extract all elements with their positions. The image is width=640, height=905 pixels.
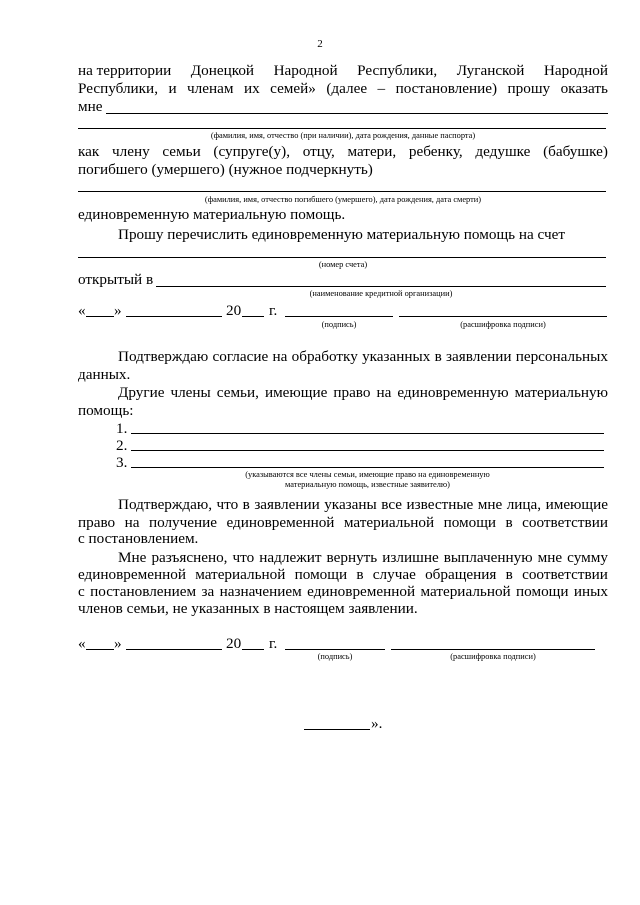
relation-line-1 — [78, 143, 608, 160]
word: обращения — [425, 566, 497, 583]
member-item-3-number: 3. — [116, 454, 128, 471]
member-line-2[interactable] — [131, 450, 604, 451]
word: члены — [170, 384, 211, 401]
month-line-2[interactable] — [126, 649, 222, 650]
caption-decoding-2: (расшифровка подписи) — [450, 652, 536, 661]
decoding-line-1[interactable] — [399, 316, 607, 317]
year-prefix-2: 20 — [226, 635, 242, 652]
word: назначением — [219, 583, 302, 600]
word: (далее — [326, 80, 368, 97]
signature-line-1[interactable] — [285, 316, 393, 317]
confirm-line-2 — [78, 514, 608, 531]
applicant-field-line-2[interactable] — [78, 128, 606, 129]
word: как — [78, 143, 100, 160]
word: мне — [537, 549, 563, 566]
day-line-1[interactable] — [86, 316, 114, 317]
explained-line-1 — [118, 549, 608, 566]
footer-end: ». — [371, 715, 383, 732]
decoding-line-2[interactable] — [391, 649, 595, 650]
word: Народной — [273, 62, 338, 79]
word: соответствии — [522, 514, 608, 531]
word: случае — [372, 566, 416, 583]
month-line-1[interactable] — [126, 316, 222, 317]
word: материальной — [420, 583, 511, 600]
word: (супруге(у), — [213, 143, 291, 160]
word: прошу — [507, 80, 551, 97]
member-line-3[interactable] — [131, 467, 604, 468]
word: разъяснено, — [151, 549, 228, 566]
word: за — [201, 583, 215, 600]
confirm-line-3: с постановлением. — [78, 530, 199, 547]
word: на — [376, 384, 392, 401]
word: имеющие — [264, 384, 328, 401]
word: Луганской — [456, 62, 525, 79]
account-number-line[interactable] — [78, 257, 606, 258]
date-open-quote-1: « — [78, 302, 86, 319]
consent-line-2: данных. — [78, 366, 131, 383]
caption-account: (номер счета) — [318, 260, 368, 269]
word: единовременную — [397, 384, 509, 401]
word: сумму — [567, 549, 608, 566]
word: помощи — [443, 514, 497, 531]
word: Республики, — [78, 80, 158, 97]
word: с — [78, 583, 85, 600]
word: что — [216, 496, 239, 513]
word: в — [356, 566, 364, 583]
year-suffix-1: г. — [269, 302, 278, 319]
page-number: 2 — [317, 38, 323, 50]
word: материальной — [343, 514, 435, 531]
relation-line-2: погибшего (умершего) (нужное подчеркнуть) — [78, 161, 373, 178]
caption-decoding-1: (расшифровка подписи) — [460, 320, 546, 329]
word: помощи — [516, 583, 569, 600]
applicant-field-line-1[interactable] — [106, 113, 608, 114]
word: надлежит — [259, 549, 322, 566]
signature-line-2[interactable] — [285, 649, 385, 650]
word: Народной — [543, 62, 608, 79]
date-close-quote-2: » — [114, 635, 122, 652]
word: дедушке — [475, 143, 531, 160]
intro-line-3: мне — [78, 98, 103, 115]
word: постановлением — [90, 583, 197, 600]
caption-applicant: (фамилия, имя, отчество (при наличии), дата рождения, данные паспорта) — [210, 131, 476, 140]
caption-bank: (наименование кредитной организации) — [309, 289, 453, 298]
caption-signature-2: (подпись) — [317, 652, 353, 661]
word: материальную — [514, 384, 608, 401]
word: их — [243, 80, 260, 97]
intro-line-2 — [78, 80, 608, 97]
caption-others-2: материальную помощь, известные заявителю) — [285, 480, 450, 489]
word: указаны — [324, 496, 377, 513]
word: заявлении — [446, 348, 512, 365]
word: единовременной — [226, 514, 335, 531]
others-line-2: помощь: — [78, 402, 134, 419]
year-suffix-2: г. — [269, 635, 278, 652]
word: семьи, — [216, 384, 259, 401]
bank-name-line[interactable] — [156, 286, 606, 287]
word: ребенку, — [408, 143, 463, 160]
word: указанных — [362, 348, 431, 365]
day-line-2[interactable] — [86, 649, 114, 650]
caption-others-1: (указываются все члены семьи, имеющие право на единовременную — [245, 470, 490, 479]
word: в — [505, 514, 513, 531]
explained-line-4: членов семьи, не указанных в настоящем заявлении. — [78, 600, 418, 617]
word: члену — [111, 143, 150, 160]
year-prefix-1: 20 — [226, 302, 242, 319]
word: получение — [148, 514, 218, 531]
word: согласие — [212, 348, 269, 365]
word: матери, — [347, 143, 397, 160]
word: – — [377, 80, 386, 97]
word: персональных — [515, 348, 608, 365]
word: имеющие — [545, 496, 608, 513]
word: в — [505, 566, 513, 583]
word: семей» — [270, 80, 316, 97]
year-line-2[interactable] — [242, 649, 264, 650]
year-line-1[interactable] — [242, 316, 264, 317]
word: Подтверждаю, — [118, 496, 213, 513]
word: материальной — [195, 566, 286, 583]
consent-line-1 — [118, 348, 608, 365]
word: членам — [187, 80, 234, 97]
date-close-quote-1: » — [114, 302, 122, 319]
explained-line-3 — [78, 583, 608, 600]
word: известные — [406, 496, 474, 513]
aid-line: единовременную материальную помощь. — [78, 206, 346, 223]
others-line-1 — [118, 384, 608, 401]
word: отцу, — [302, 143, 335, 160]
word: Подтверждаю — [118, 348, 209, 365]
word: единовременной — [78, 566, 186, 583]
intro-line-1 — [78, 62, 608, 79]
word: оказать — [560, 80, 608, 97]
word: в — [434, 348, 442, 365]
confirm-line-1 — [118, 496, 608, 513]
deceased-field-line[interactable] — [78, 191, 606, 192]
word: заявлении — [254, 496, 320, 513]
member-item-2-number: 2. — [116, 437, 128, 454]
word: постановление) — [395, 80, 498, 97]
word: право — [333, 384, 371, 401]
word: на — [272, 348, 288, 365]
word: на территории — [78, 62, 172, 79]
word: излишне — [382, 549, 439, 566]
opened-in-label: открытый в — [78, 271, 154, 288]
word: иных — [573, 583, 608, 600]
word: соответствии — [522, 566, 608, 583]
word: выплаченную — [443, 549, 533, 566]
word: Другие — [118, 384, 165, 401]
word: Республики, — [357, 62, 438, 79]
word: (бабушке) — [543, 143, 608, 160]
word: в — [242, 496, 250, 513]
word: лица, — [506, 496, 542, 513]
caption-deceased: (фамилия, имя, отчество погибшего (умершего), дата рождения, дата смерти) — [204, 195, 482, 204]
date-open-quote-2: « — [78, 635, 86, 652]
word: что — [232, 549, 255, 566]
member-line-1[interactable] — [131, 433, 604, 434]
word: Мне — [118, 549, 147, 566]
explained-line-2 — [78, 566, 608, 583]
word: помощи — [294, 566, 348, 583]
word: единовременной — [307, 583, 416, 600]
word: вернуть — [326, 549, 378, 566]
word: мне — [477, 496, 503, 513]
word: все — [381, 496, 402, 513]
word: право — [78, 514, 116, 531]
word: и — [168, 80, 177, 97]
transfer-request: Прошу перечислить единовременную материальную помощь на счет — [118, 226, 565, 243]
footer-blank-line[interactable] — [304, 729, 370, 730]
word: семьи — [162, 143, 201, 160]
caption-signature-1: (подпись) — [321, 320, 357, 329]
word: обработку — [291, 348, 358, 365]
word: на — [124, 514, 140, 531]
word: Донецкой — [190, 62, 255, 79]
member-item-1-number: 1. — [116, 420, 128, 437]
